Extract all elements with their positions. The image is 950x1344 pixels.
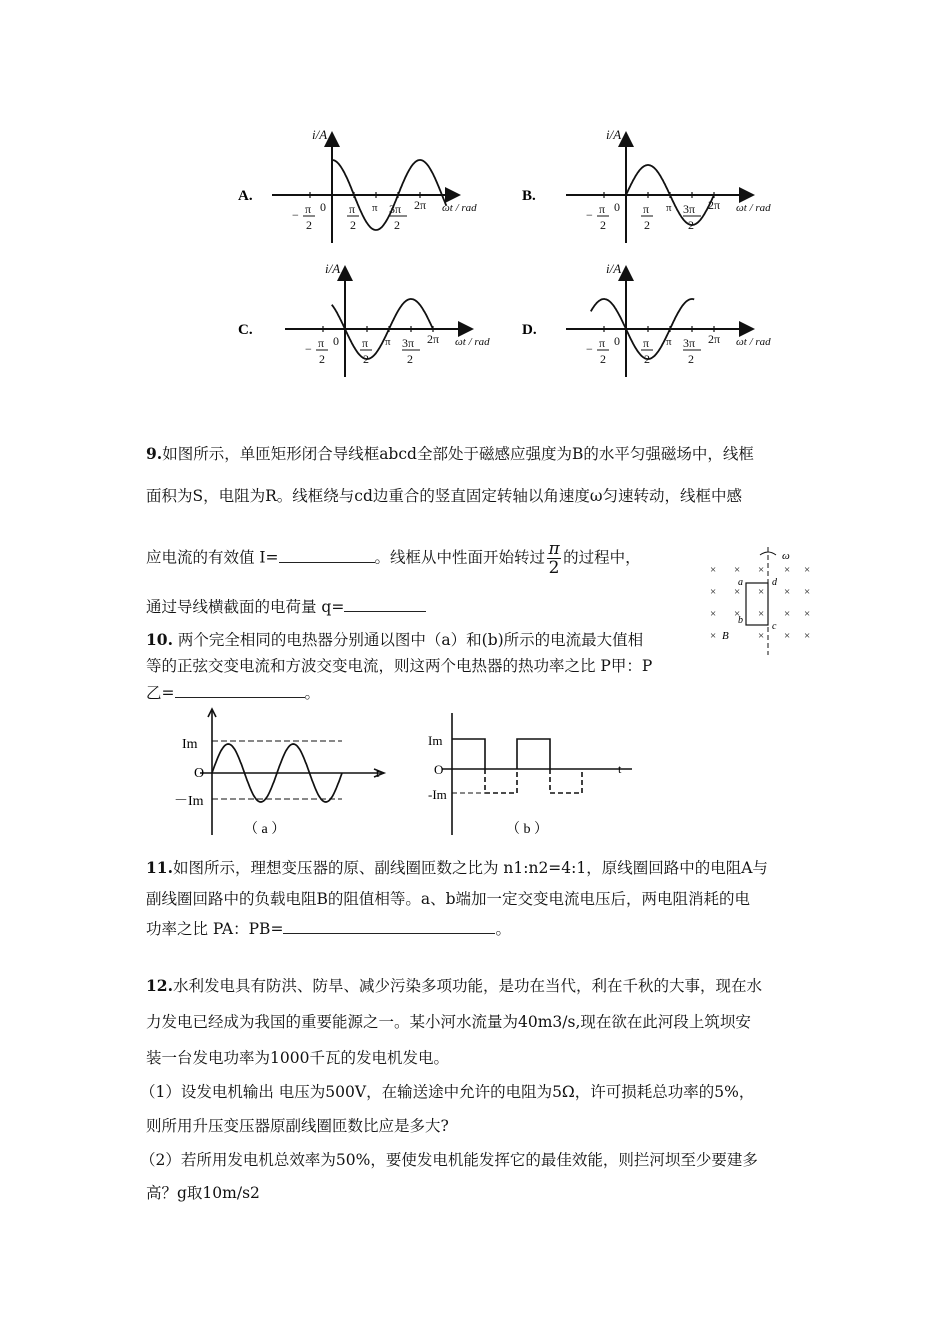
q12-sub1-text-a: （1）设发电机输出 电压为500V，在输送途中允许的电阻为5Ω，许可损耗总功率的5%，	[140, 1083, 755, 1101]
tick-label: π	[305, 202, 312, 216]
origin-label: 0	[333, 334, 339, 348]
q11-text-1: 如图所示，理想变压器的原、副线圈匝数之比为 n1:n2=4:1，原线圈回路中的电阻A与	[172, 859, 768, 877]
q9-text-4: 通过导线横截面的电荷量 q=	[146, 598, 345, 616]
q9-answer-blank-1[interactable]	[279, 547, 375, 563]
q10-line1	[146, 630, 643, 650]
tick-label: 2	[600, 352, 606, 366]
tick-label: 2	[644, 218, 650, 232]
tick-label: 2	[394, 218, 400, 232]
q10-text-2: 等的正弦交变电流和方波交变电流，则这两个电热器的热功率之比 P甲：P	[146, 657, 653, 675]
option-a-label: A.	[238, 188, 253, 204]
q12-line3	[146, 1048, 449, 1068]
tick-label: 2	[688, 218, 694, 232]
tick-label: π	[362, 336, 369, 350]
tick-label: 3π	[683, 336, 696, 350]
q9-line4	[146, 596, 426, 617]
corner-c-label: c	[772, 621, 777, 632]
q10-waveform-figures	[160, 705, 650, 845]
fig-b-t-label: t	[618, 762, 622, 776]
pi-over-2-fraction: $\frac{\pi}{2}$	[548, 539, 560, 578]
field-cross: ×	[784, 630, 791, 642]
y-axis-label: i/A	[312, 127, 328, 142]
corner-a-label: a	[738, 577, 743, 588]
field-cross: ×	[758, 564, 765, 576]
sine-wave-figure	[200, 709, 384, 835]
fig-a-origin-label: O	[194, 766, 205, 781]
omega-label: ω	[782, 550, 790, 562]
option-c-label: C.	[238, 322, 253, 338]
tick-label: 2π	[708, 198, 721, 212]
q12-text-3: 装一台发电功率为1000千瓦的发电机发电。	[146, 1049, 449, 1067]
tick-label: 2	[306, 218, 312, 232]
tick-label: π	[349, 202, 356, 216]
field-cross: ×	[804, 608, 811, 620]
q12-line1	[146, 976, 762, 996]
q12-sub2-line2	[146, 1183, 260, 1203]
q10-text-1: 两个完全相同的电热器分别通以图中（a）和(b)所示的电流最大值相	[177, 631, 644, 649]
y-axis-label: i/A	[325, 261, 341, 276]
q9-answer-blank-2[interactable]	[344, 596, 426, 612]
q9-line3	[146, 540, 641, 577]
tick-label: −	[305, 342, 312, 356]
fig-a-neg-im-label: －Im	[174, 794, 204, 809]
field-cross: ×	[758, 608, 765, 620]
field-cross: ×	[784, 608, 791, 620]
y-axis-label: i/A	[606, 127, 622, 142]
x-axis-label: ωt / rad	[442, 202, 477, 214]
tick-label: π	[599, 202, 606, 216]
tick-label: π	[643, 202, 650, 216]
field-cross: ×	[784, 586, 791, 598]
tick-label: 2	[688, 352, 694, 366]
field-cross: ×	[710, 630, 717, 642]
field-cross: ×	[804, 586, 811, 598]
tick-label: 2	[350, 218, 356, 232]
fig-a-caption: （ a ）	[244, 822, 286, 837]
tick-label: 2	[600, 218, 606, 232]
q9-line2	[146, 486, 742, 506]
q11-text-3: 功率之比 PA：PB=	[146, 920, 284, 938]
tick-label: 2	[644, 352, 650, 366]
q11-answer-blank[interactable]	[283, 918, 495, 934]
q12-number: 12.	[146, 976, 173, 995]
tick-label: 2π	[427, 332, 440, 346]
fig-b-neg-im-label: -Im	[428, 787, 447, 802]
q12-sub2-text-a: （2）若所用发电机总效率为50%，要使发电机能发挥它的最佳效能，则拦河坝至少要建多	[140, 1151, 758, 1169]
tick-label: 2	[363, 352, 369, 366]
field-cross: ×	[758, 586, 765, 598]
q11-text-2: 副线圈回路中的负载电阻B的阻值相等。a、b端加一定交变电流电压后，两电阻消耗的电	[146, 890, 751, 908]
field-cross: ×	[804, 564, 811, 576]
graph-b	[566, 135, 751, 243]
y-axis-label: i/A	[606, 261, 622, 276]
tick-label: 2	[319, 352, 325, 366]
q11-line2	[146, 889, 750, 909]
q10-end-mark: 。	[304, 684, 321, 702]
q9-magnetic-field-figure	[700, 545, 820, 657]
q12-text-2: 力发电已经成为我国的重要能源之一。某小河水流量为40m3/s,现在欲在此河段上筑坝安	[146, 1013, 751, 1031]
x-axis-label: ωt / rad	[736, 202, 771, 214]
field-cross: ×	[710, 586, 717, 598]
corner-d-label: d	[772, 577, 777, 588]
q9-number: 9.	[146, 444, 163, 463]
tick-label: 2	[407, 352, 413, 366]
tick-label: π	[643, 336, 650, 350]
q10-line3	[146, 682, 320, 703]
tick-label: −	[292, 208, 299, 222]
origin-label: 0	[614, 200, 620, 214]
tick-label: π	[599, 336, 606, 350]
q9-line1	[146, 444, 754, 464]
tick-label: π	[385, 336, 391, 348]
option-b-label: B.	[522, 188, 536, 204]
q12-sub1-line2	[146, 1116, 449, 1136]
q12-sub2-line1	[140, 1150, 758, 1170]
answer-graphs	[0, 0, 950, 410]
graph-c	[285, 269, 470, 377]
q9-text-3b: 。线框从中性面开始转过	[374, 548, 546, 567]
field-cross: ×	[734, 608, 741, 620]
field-cross: ×	[804, 630, 811, 642]
fig-a-t-label: t	[376, 766, 380, 780]
tick-label: 3π	[389, 202, 402, 216]
q12-line2	[146, 1012, 751, 1032]
field-cross: ×	[758, 630, 765, 642]
field-cross: ×	[734, 586, 741, 598]
tick-label: −	[586, 208, 593, 222]
tick-label: π	[372, 202, 378, 214]
corner-b-label: b	[738, 615, 743, 626]
tick-label: 3π	[683, 202, 696, 216]
fig-b-im-label: Im	[428, 733, 443, 748]
q11-line3	[146, 918, 511, 939]
q10-number: 10.	[146, 630, 173, 649]
q11-line1	[146, 858, 768, 878]
q12-sub1-line1	[140, 1082, 754, 1102]
tick-label: 3π	[402, 336, 415, 350]
x-axis-label: ωt / rad	[736, 336, 771, 348]
q12-text-1: 水利发电具有防洪、防旱、减少污染多项功能，是功在当代，利在千秋的大事，现在水	[172, 977, 762, 995]
q9-text-3c: 的过程中，	[563, 548, 641, 567]
q12-sub2-text-b: 高？g取10m/s2	[146, 1184, 260, 1202]
origin-label: 0	[614, 334, 620, 348]
q9-text-1: 如图所示，单匝矩形闭合导线框abcd全部处于磁感应强度为B的水平匀强磁场中，线框	[162, 445, 754, 463]
tick-label: −	[586, 342, 593, 356]
fig-a-im-label: Im	[182, 737, 198, 752]
field-b-label: B	[722, 630, 729, 642]
q11-number: 11.	[146, 858, 173, 877]
field-cross: ×	[710, 608, 717, 620]
q9-text-3a: 应电流的有效值 I=	[146, 548, 279, 567]
tick-label: 2π	[414, 198, 427, 212]
q11-end-mark: 。	[495, 920, 511, 938]
q10-line2	[146, 656, 652, 676]
fig-b-origin-label: O	[434, 762, 444, 777]
field-cross: ×	[734, 564, 741, 576]
tick-label: π	[666, 336, 672, 348]
option-d-label: D.	[522, 322, 537, 338]
graph-d	[566, 269, 751, 377]
tick-label: 2π	[708, 332, 721, 346]
graph-a	[272, 135, 457, 243]
field-cross: ×	[784, 564, 791, 576]
tick-label: π	[666, 202, 672, 214]
tick-label: π	[318, 336, 325, 350]
field-cross: ×	[710, 564, 717, 576]
origin-label: 0	[320, 200, 326, 214]
q10-answer-blank[interactable]	[175, 682, 305, 698]
fig-b-caption: （ b ）	[506, 822, 548, 837]
x-axis-label: ωt / rad	[455, 336, 490, 348]
q12-sub1-text-b: 则所用升压变压器原副线圈匝数比应是多大?	[146, 1117, 449, 1135]
q9-text-2: 面积为S，电阻为R。线框绕与cd边重合的竖直固定转轴以角速度ω匀速转动，线框中感	[146, 487, 743, 505]
square-wave-figure	[442, 713, 632, 835]
q10-text-3: 乙=	[146, 684, 175, 702]
